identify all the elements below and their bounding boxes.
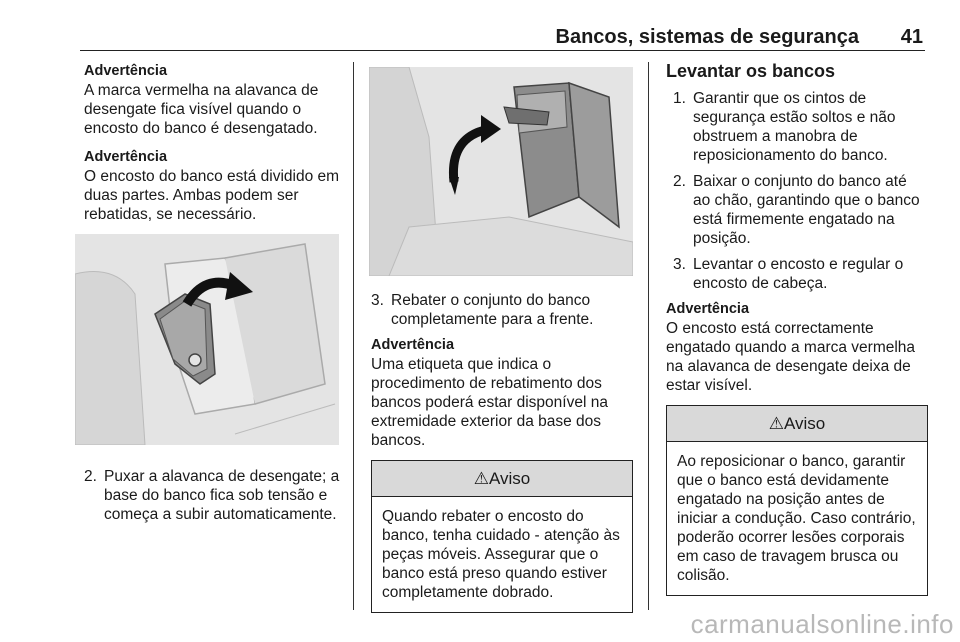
warning-title: Aviso — [488, 469, 531, 488]
step-number: 1. — [673, 90, 686, 107]
step-list — [666, 89, 928, 293]
list-item — [371, 291, 633, 329]
step-list — [371, 291, 633, 329]
column-2 — [371, 62, 633, 613]
release-lever-drawing — [75, 234, 339, 445]
warning-triangle-icon: ⚠ — [768, 414, 784, 433]
step-text: Rebater o conjunto do banco completamente para a frente. — [391, 292, 594, 328]
column-divider-1 — [353, 62, 354, 610]
warning-text: Ao reposicionar o banco, garantir que o banco está devidamente engatado na posição antes de iniciar a condução. Caso contrário, poderão ocorrer lesões corporais em caso de travagem brusca ou colisão. — [677, 453, 916, 584]
note-text: A marca vermelha na alavanca de desengate fica visível quando o encosto do banco é desengatado. — [84, 82, 319, 137]
note-engaged — [666, 300, 928, 395]
note-text: O encosto está correctamente engatado quando a marca vermelha na alavanca de desengate deixa de estar visível. — [666, 320, 916, 394]
folded-seat-illustration — [369, 67, 633, 276]
column-1 — [84, 62, 344, 531]
column-3 — [666, 62, 928, 596]
step-number: 2. — [673, 173, 686, 190]
note-title: Advertência — [84, 63, 168, 79]
list-item — [84, 467, 344, 524]
note-label — [371, 336, 633, 450]
step-number: 3. — [371, 292, 384, 309]
warning-box — [371, 460, 633, 613]
step-text: Levantar o encosto e regular o encosto de cabeça. — [693, 256, 904, 292]
note-split-backrest — [84, 148, 344, 224]
step-list — [84, 467, 344, 524]
step-text: Garantir que os cintos de segurança estão soltos e não obstruem a manobra de reposicionamento do banco. — [693, 90, 896, 164]
step-text: Baixar o conjunto do banco até ao chão, garantindo que o banco está firmemente engatado na posição. — [693, 173, 920, 247]
section-heading: Levantar os bancos — [666, 61, 836, 81]
folded-seat-drawing — [369, 67, 633, 276]
section-title: Bancos, sistemas de segurança — [555, 26, 859, 48]
watermark: carmanualsonline.info — [690, 609, 954, 639]
page-number: 41 — [900, 26, 923, 48]
warning-header — [372, 461, 632, 497]
note-title: Advertência — [371, 337, 455, 353]
note-release-mark — [84, 62, 344, 138]
step-number: 2. — [84, 468, 97, 485]
release-lever-illustration — [75, 234, 339, 445]
step-text: Puxar a alavanca de desengate; a base do banco fica sob tensão e começa a subir automaticamente. — [104, 468, 340, 523]
list-item — [673, 89, 928, 165]
note-text: Uma etiqueta que indica o procedimento de rebatimento dos bancos poderá estar disponível na extremidade exterior da base dos bancos. — [371, 356, 608, 449]
warning-title: Aviso — [783, 414, 826, 433]
warning-header — [667, 406, 927, 442]
note-title: Advertência — [666, 301, 750, 317]
warning-text: Quando rebater o encosto do banco, tenha cuidado - atenção às peças móveis. Assegurar que o banco está preso quando estiver completamente dobrado. — [382, 508, 620, 601]
warning-triangle-icon: ⚠ — [473, 469, 489, 488]
note-text: O encosto do banco está dividido em duas partes. Ambas podem ser rebatidas, se necessário. — [84, 168, 340, 223]
warning-box — [666, 405, 928, 596]
step-number: 3. — [673, 256, 686, 273]
list-item — [673, 255, 928, 293]
page-header — [80, 26, 925, 51]
note-title: Advertência — [84, 149, 168, 165]
list-item — [673, 172, 928, 248]
column-divider-2 — [648, 62, 649, 610]
